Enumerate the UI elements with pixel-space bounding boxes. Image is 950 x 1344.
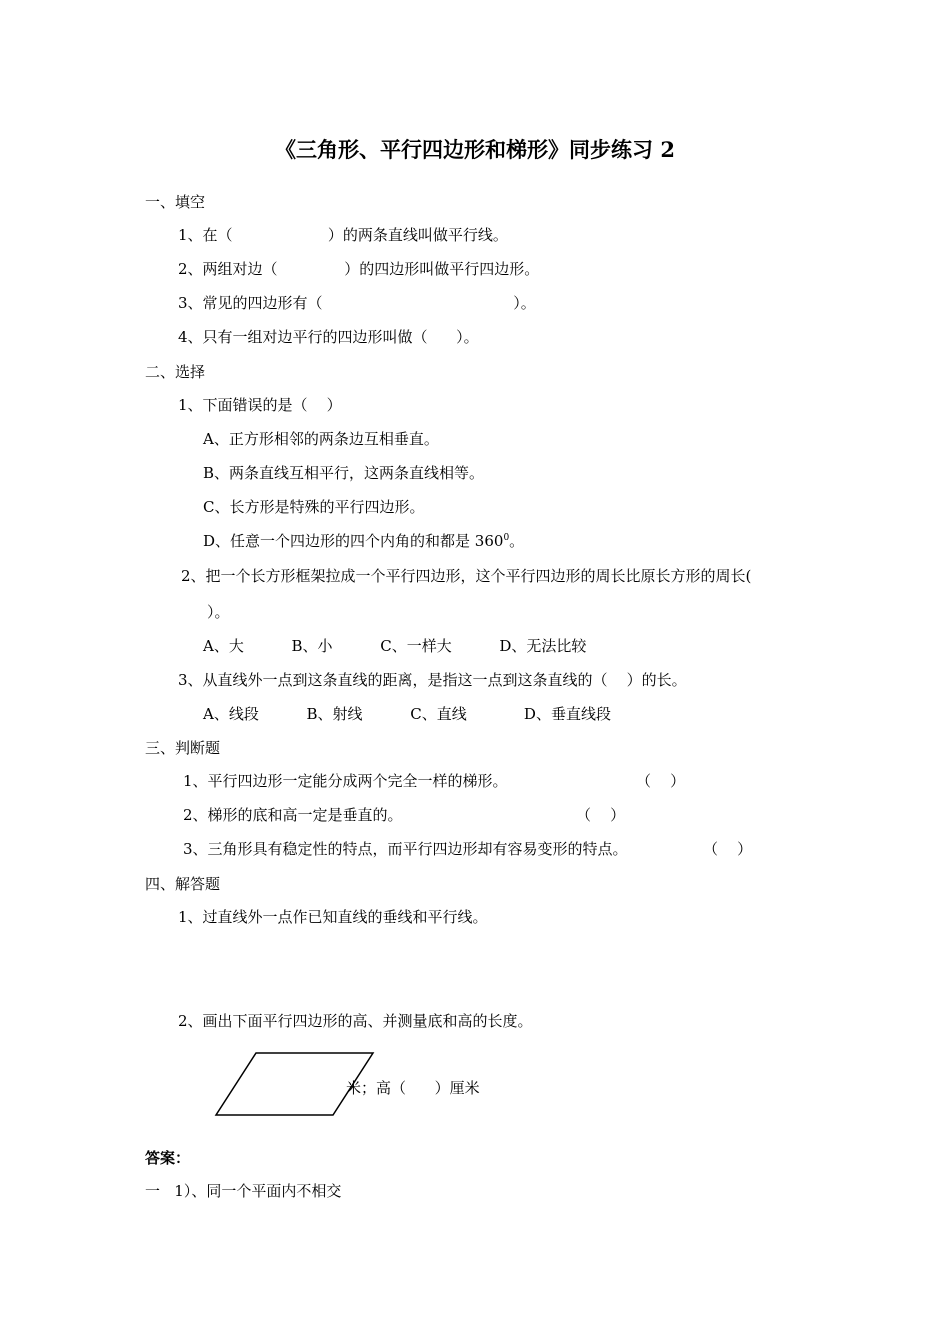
choice-option-c: C、长方形是特殊的平行四边形。 xyxy=(203,498,425,516)
judge-question-2: 2、梯形的底和高一定是垂直的。 xyxy=(183,806,403,824)
choice-question-3: 3、从直线外一点到这条直线的距离，是指这一点到这条直线的（ ）的长。 xyxy=(178,671,687,689)
choice-question-1: 1、下面错误的是（ ） xyxy=(178,396,342,414)
fill-blank-question-3: 3、常见的四边形有（ ）。 xyxy=(178,294,536,312)
answers-heading: 答案： xyxy=(145,1149,191,1167)
degree-superscript: 0 xyxy=(503,533,510,543)
fill-blank-question-4: 4、只有一组对边平行的四边形叫做（ ）。 xyxy=(178,328,479,346)
fill-blank-question-1: 1、在（ ）的两条直线叫做平行线。 xyxy=(178,226,508,244)
judge-answer-paren-1: （ ） xyxy=(636,772,686,790)
choice-question-2: 2、把一个长方形框架拉成一个平行四边形，这个平行四边形的周长比原长方形的周长( xyxy=(181,567,752,585)
section-2-heading: 二、选择 xyxy=(145,363,206,381)
solve-question-2: 2、画出下面平行四边形的高、并测量底和高的长度。 xyxy=(178,1012,533,1030)
judge-answer-paren-3: （ ） xyxy=(703,840,753,858)
section-1-heading: 一、填空 xyxy=(145,193,206,211)
judge-question-1: 1、平行四边形一定能分成两个完全一样的梯形。 xyxy=(183,772,508,790)
judge-answer-paren-2: （ ） xyxy=(576,806,626,824)
section-3-heading: 三、判断题 xyxy=(145,739,221,757)
choice-option-d xyxy=(203,531,524,551)
choice-option-d-text: D、任意一个四边形的四个内角的和都是 360 xyxy=(203,532,504,550)
choice-option-a: A、正方形相邻的两条边互相垂直。 xyxy=(203,430,439,448)
parallelogram-figure xyxy=(205,1045,385,1125)
choice-question-2-options: A、大 B、小 C、一样大 D、无法比较 xyxy=(203,637,587,655)
page-title: 《三角形、平行四边形和梯形》同步练习 2 xyxy=(275,137,675,162)
section-4-heading: 四、解答题 xyxy=(145,875,221,893)
choice-option-d-end: 。 xyxy=(509,532,525,550)
answer-line-1: 一 1）、同一个平面内不相交 xyxy=(145,1182,342,1200)
parallelogram-shape xyxy=(216,1053,373,1115)
choice-option-b: B、两条直线互相平行，这两条直线相等。 xyxy=(203,464,485,482)
measurement-text: 米；高（ ）厘米 xyxy=(346,1079,480,1097)
choice-question-3-options: A、线段 B、射线 C、直线 D、垂直线段 xyxy=(203,705,611,723)
solve-question-1: 1、过直线外一点作已知直线的垂线和平行线。 xyxy=(178,908,488,926)
judge-question-3: 3、三角形具有稳定性的特点，而平行四边形却有容易变形的特点。 xyxy=(183,840,628,858)
choice-question-2-continued: ）。 xyxy=(207,603,230,621)
fill-blank-question-2: 2、两组对边（ ）的四边形叫做平行四边形。 xyxy=(178,260,540,278)
